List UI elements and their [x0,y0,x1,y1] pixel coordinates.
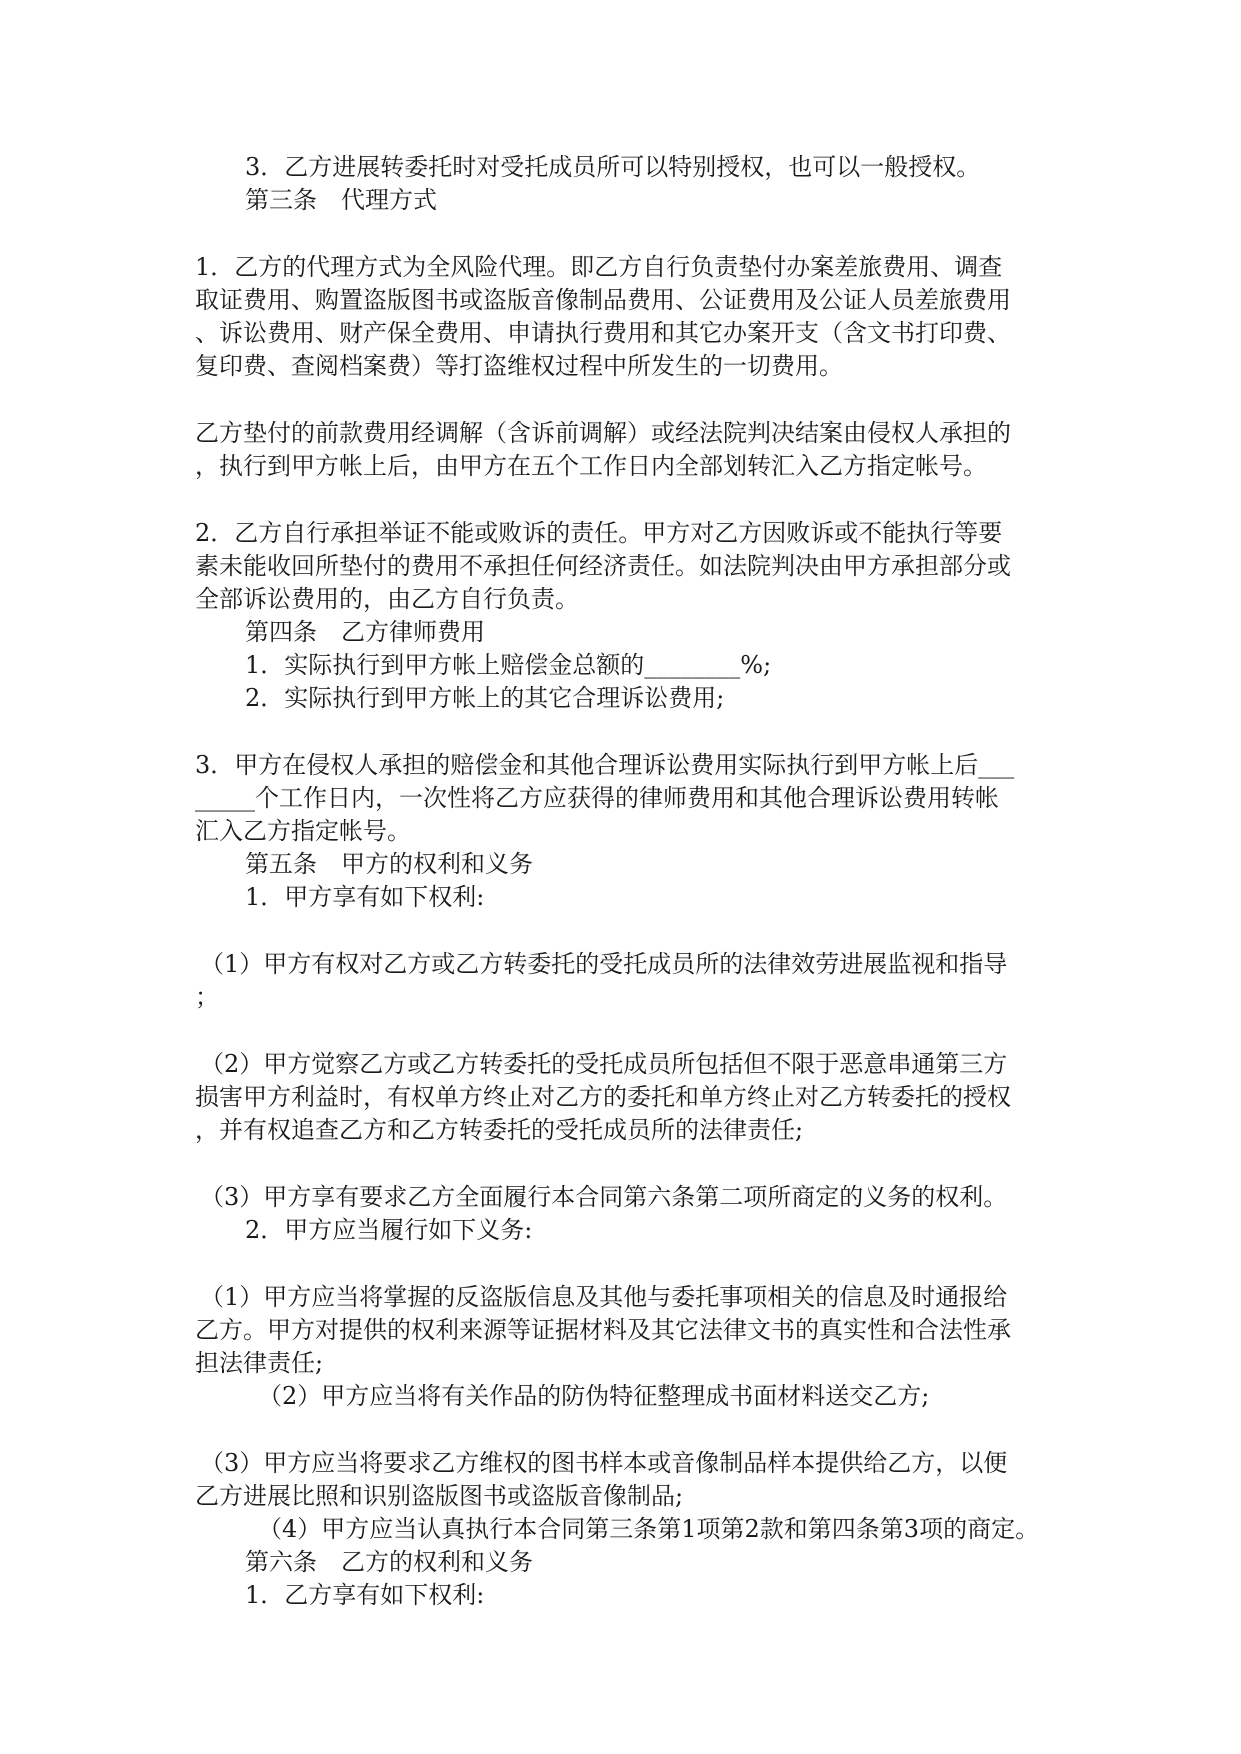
article-5-heading: 第五条 甲方的权利和义务 [245,850,533,878]
article-6-heading: 第六条 乙方的权利和义务 [245,1548,533,1576]
article-4-heading: 第四条 乙方律师费用 [245,618,485,646]
article-4-item-1: 1．实际执行到甲方帐上赔偿金总额的________%; [245,651,772,679]
article-3-item-2-line-1: 2．乙方自行承担举证不能或败诉的责任。甲方对乙方因败诉或不能执行等要 [195,519,1003,547]
article-5-duty-3-line-1: （3）甲方应当将要求乙方维权的图书样本或音像制品样本提供给乙方，以便 [200,1449,1008,1477]
article-6-item-1: 1．乙方享有如下权利: [245,1581,485,1609]
article-5-duty-1-line-2: 乙方。甲方对提供的权利来源等证据材料及其它法律文书的真实性和合法性承 [195,1316,1011,1344]
article-3-item-1-line-4: 复印费、查阅档案费）等打盗维权过程中所发生的一切费用。 [195,352,843,380]
article-5-right-2-line-2: 损害甲方利益时，有权单方终止对乙方的委托和单方终止对乙方转委托的授权 [195,1083,1011,1111]
article-5-item-2: 2．甲方应当履行如下义务: [245,1216,533,1244]
article-3-heading: 第三条 代理方式 [245,186,437,214]
article-3-item-2-line-2: 素未能收回所垫付的费用不承担任何经济责任。如法院判决由甲方承担部分或 [195,552,1011,580]
article-5-right-2-line-1: （2）甲方觉察乙方或乙方转委托的受托成员所包括但不限于恶意串通第三方 [200,1050,1008,1078]
article-5-duty-2: （2）甲方应当将有关作品的防伪特征整理成书面材料送交乙方; [258,1382,930,1410]
article-5-duty-4: （4）甲方应当认真执行本合同第三条第1项第2款和第四条第3项的商定。 [258,1515,1040,1543]
article-5-duty-3-line-2: 乙方进展比照和识别盗版图书或盗版音像制品; [195,1482,684,1510]
article-3-item-1-line-3: 、诉讼费用、财产保全费用、申请执行费用和其它办案开支（含文书打印费、 [195,319,1011,347]
article-3-item-2-line-3: 全部诉讼费用的，由乙方自行负责。 [195,585,579,613]
article-5-right-1-line-2: ； [195,983,219,1011]
article-3-item-1-line-2: 取证费用、购置盗版图书或盗版音像制品费用、公证费用及公证人员差旅费用 [195,286,1011,314]
article-5-right-2-line-3: ，并有权追查乙方和乙方转委托的受托成员所的法律责任; [195,1116,804,1144]
article-5-item-1: 1．甲方享有如下权利: [245,883,485,911]
article-3-item-1-para-2-line-2: ，执行到甲方帐上后，由甲方在五个工作日内全部划转汇入乙方指定帐号。 [195,452,987,480]
article-4-item-2: 2．实际执行到甲方帐上的其它合理诉讼费用; [245,684,725,712]
article-3-item-1-para-2-line-1: 乙方垫付的前款费用经调解（含诉前调解）或经法院判决结案由侵权人承担的 [195,419,1011,447]
article-4-item-3-line-2: _____个工作日内，一次性将乙方应获得的律师费用和其他合理诉讼费用转帐 [195,784,999,812]
article-5-right-3: （3）甲方享有要求乙方全面履行本合同第六条第二项所商定的义务的权利。 [200,1183,1008,1211]
clause-2-item-3: 3．乙方进展转委托时对受托成员所可以特别授权，也可以一般授权。 [245,153,981,181]
article-5-duty-1-line-3: 担法律责任; [195,1349,324,1377]
article-5-duty-1-line-1: （1）甲方应当将掌握的反盗版信息及其他与委托事项相关的信息及时通报给 [200,1283,1008,1311]
article-3-item-1-line-1: 1．乙方的代理方式为全风险代理。即乙方自行负责垫付办案差旅费用、调查 [195,253,1003,281]
article-4-item-3-line-1: 3．甲方在侵权人承担的赔偿金和其他合理诉讼费用实际执行到甲方帐上后___ [195,751,1015,779]
article-5-right-1-line-1: （1）甲方有权对乙方或乙方转委托的受托成员所的法律效劳进展监视和指导 [200,950,1008,978]
article-4-item-3-line-3: 汇入乙方指定帐号。 [195,817,411,845]
